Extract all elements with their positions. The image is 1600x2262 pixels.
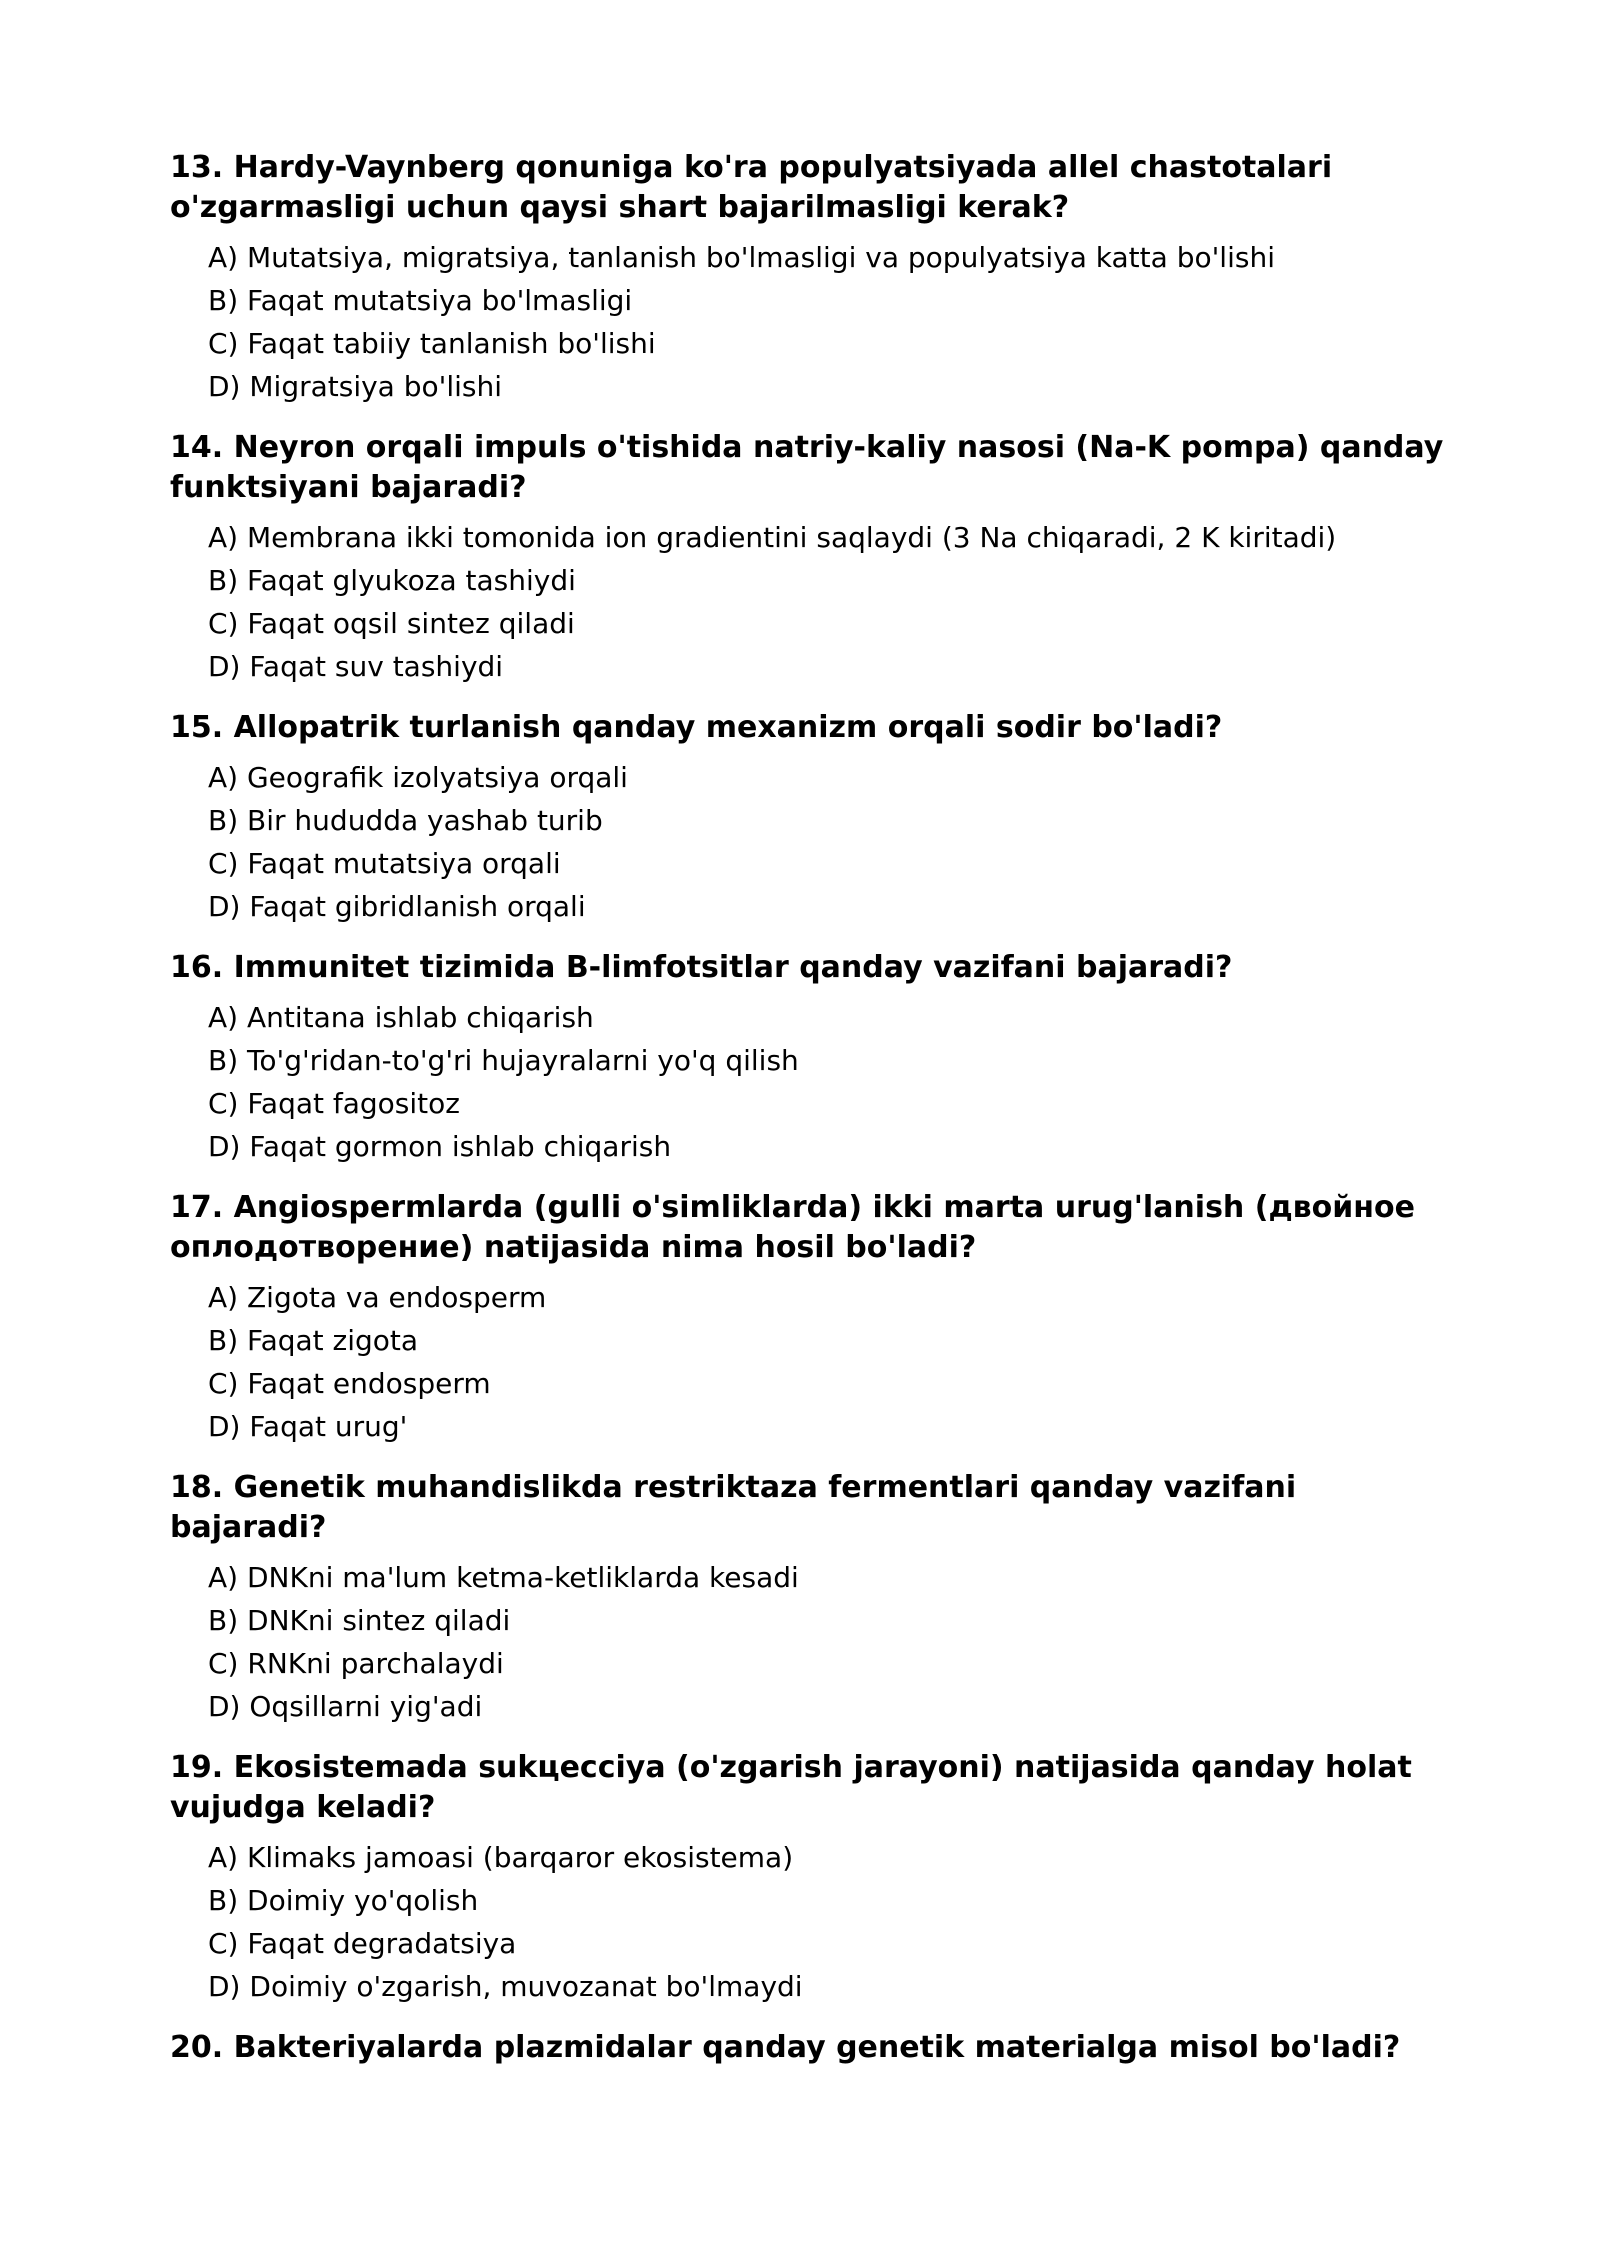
question-title: 17. Angiospermlarda (gulli o'simliklarda) ikki marta urug'lanish (двойное оплодотворение) natijasida nima hosil bo'ladi? xyxy=(170,1190,1415,1265)
answer-option: B) Faqat glyukoza tashiydi xyxy=(208,564,576,597)
answer-option: D) Faqat gibridlanish orqali xyxy=(208,890,586,923)
question-block xyxy=(170,1748,1450,2008)
answer-options-list xyxy=(170,756,1450,928)
answer-option: C) Faqat tabiiy tanlanish bo'lishi xyxy=(208,327,656,360)
answer-option: D) Faqat suv tashiydi xyxy=(208,650,504,683)
answer-option: D) Faqat urug' xyxy=(208,1410,408,1443)
question-title: 16. Immunitet tizimida B-limfotsitlar qanday vazifani bajaradi? xyxy=(170,950,1233,985)
answer-option: A) Antitana ishlab chiqarish xyxy=(208,1001,594,1034)
answer-option: D) Faqat gormon ishlab chiqarish xyxy=(208,1130,672,1163)
answer-option: B) Doimiy yo'qolish xyxy=(208,1884,479,1917)
document-page xyxy=(170,148,1450,2088)
answer-options-list xyxy=(170,516,1450,688)
answer-option: C) Faqat fagositoz xyxy=(208,1087,460,1120)
answer-option: A) Zigota va endosperm xyxy=(208,1281,547,1314)
answer-option: C) Faqat endosperm xyxy=(208,1367,491,1400)
answer-option: B) DNKni sintez qiladi xyxy=(208,1604,511,1637)
question-title: 13. Hardy-Vaynberg qonuniga ko'ra populyatsiyada allel chastotalari o'zgarmasligi uchun qaysi shart bajarilmasligi kerak? xyxy=(170,150,1333,225)
question-block xyxy=(170,1188,1450,1448)
question-title: 14. Neyron orqali impuls o'tishida natriy-kaliy nasosi (Na-K pompa) qanday funktsiyani bajaradi? xyxy=(170,430,1444,505)
question-block xyxy=(170,708,1450,928)
answer-option: C) Faqat oqsil sintez qiladi xyxy=(208,607,575,640)
question-block xyxy=(170,2028,1450,2068)
answer-options-list xyxy=(170,236,1450,408)
answer-option: C) Faqat mutatsiya orqali xyxy=(208,847,561,880)
answer-option: A) Klimaks jamoasi (barqaror ekosistema) xyxy=(208,1841,794,1874)
answer-option: B) Faqat mutatsiya bo'lmasligi xyxy=(208,284,633,317)
question-title: 19. Ekosistemada sukцecciya (o'zgarish jarayoni) natijasida qanday holat vujudga keladi? xyxy=(170,1750,1412,1825)
answer-option: D) Doimiy o'zgarish, muvozanat bo'lmaydi xyxy=(208,1970,803,2003)
answer-options-list xyxy=(170,1836,1450,2008)
question-title: 15. Allopatrik turlanish qanday mexanizm orqali sodir bo'ladi? xyxy=(170,710,1223,745)
answer-options-list xyxy=(170,1276,1450,1448)
answer-option: D) Migratsiya bo'lishi xyxy=(208,370,503,403)
answer-option: C) RNKni parchalaydi xyxy=(208,1647,504,1680)
question-block xyxy=(170,148,1450,408)
question-block xyxy=(170,948,1450,1168)
answer-option: A) DNKni ma'lum ketma-ketliklarda kesadi xyxy=(208,1561,799,1594)
answer-option: A) Mutatsiya, migratsiya, tanlanish bo'lmasligi va populyatsiya katta bo'lishi xyxy=(208,241,1275,274)
answer-option: A) Membrana ikki tomonida ion gradientini saqlaydi (3 Na chiqaradi, 2 K kiritadi) xyxy=(208,521,1337,554)
answer-option: B) Bir hududda yashab turib xyxy=(208,804,603,837)
answer-option: C) Faqat degradatsiya xyxy=(208,1927,517,1960)
answer-options-list xyxy=(170,996,1450,1168)
question-block xyxy=(170,1468,1450,1728)
answer-option: B) Faqat zigota xyxy=(208,1324,419,1357)
answer-option: B) To'g'ridan-to'g'ri hujayralarni yo'q qilish xyxy=(208,1044,799,1077)
question-title: 18. Genetik muhandislikda restriktaza fermentlari qanday vazifani bajaradi? xyxy=(170,1470,1297,1545)
answer-option: A) Geografik izolyatsiya orqali xyxy=(208,761,628,794)
answer-option: D) Oqsillarni yig'adi xyxy=(208,1690,483,1723)
answer-options-list xyxy=(170,1556,1450,1728)
question-title: 20. Bakteriyalarda plazmidalar qanday genetik materialga misol bo'ladi? xyxy=(170,2030,1401,2065)
question-block xyxy=(170,428,1450,688)
